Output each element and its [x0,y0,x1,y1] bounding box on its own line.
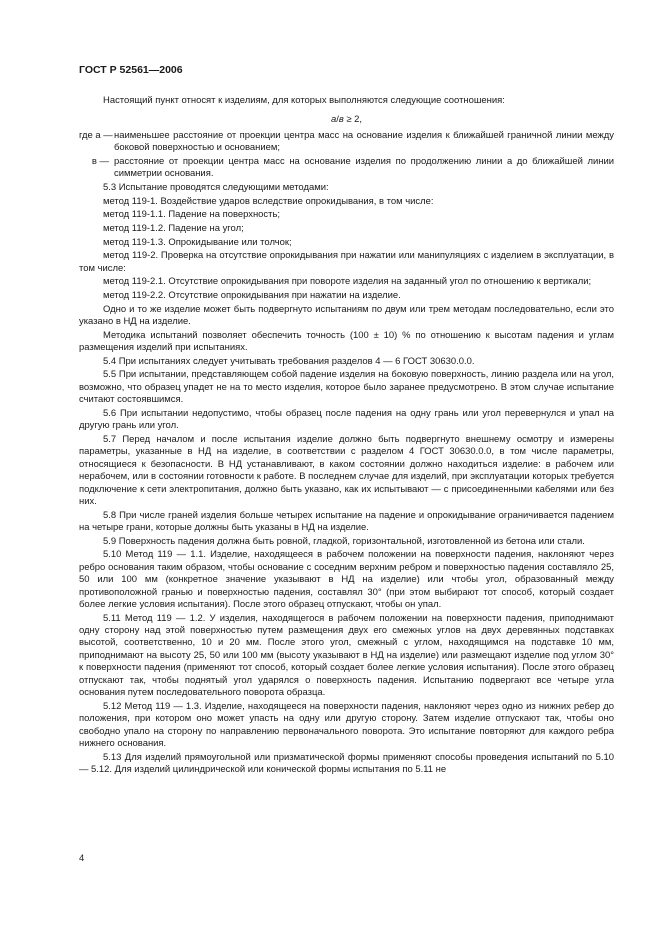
definition-item [79,130,614,155]
body-paragraph: метод 119-1.3. Опрокидывание или толчок; [103,236,292,248]
body-paragraph: 5.6 При испытании недопустимо, чтобы образец после падения на одну грань или угол перевернулся и упал на другую грань или угол. [79,407,614,432]
body-paragraph: метод 119-2. Проверка на отсутствие опрокидывания при нажатии или манипуляциях с изделием в эксплуатации, в том числе: [79,250,614,274]
formula-relation: ≥ 2, [343,114,363,126]
body-paragraph: метод 119-1.2. Падение на угол; [103,222,244,234]
intro-paragraph: Настоящий пункт относят к изделиям, для которых выполняются следующие соотношения: [103,95,505,106]
definition-item [79,156,614,181]
body-paragraph: 5.11 Метод 119 — 1.2. У изделия, находящегося в рабочем положении на поверхности падения, приподнимают одну сторону над этой поверхностью путем размещения двух его смежных углов на двух деревянных подставках высотой, соответственно, 10 и 20 мм. После этого угол, смежный с углом, находящимся на подставке 10 мм, приподнимают на высоту 25, 50 или 100 мм (высоту указывают в НД на изделие) или размещают изделие под углом 30° к поверхности падения (применяют тот способ, который создает более легкие условия испытания). После этого образец отпускают так, чтобы поднятый угол ударялся о поверхность падения. Испытанию подвергают все четыре угла основания путем последовательного поворота образца. [79,612,614,699]
body-paragraph: 5.12 Метод 119 — 1.3. Изделие, находящееся на поверхности падения, наклоняют через одно из нижних ребер до положения, при котором оно может упасть на одну или другую сторону. Затем изделие отпускают так, чтобы оно свободно упало на сторону по направлению первоначального поворота. Это испытание повторяют для каждого ребра нижнего основания. [79,700,614,749]
body-paragraph: 5.10 Метод 119 — 1.1. Изделие, находящееся в рабочем положении на поверхности падения, наклоняют через ребро основания таким образом, чтобы основание с соседним верхним ребром и поверхностью падения составляло 25, 50 или 100 мм (конкретное значение указывают в НД на изделие) или чтобы угол, образованный между противоположной гранью и поверхностью падения, составлял 30° (при этом выбирают тот способ, который создает более легкие условия испытания). После этого образец отпускают, чтобы он упал. [79,549,614,610]
definition-text: расстояние от проекции центра масс на основание изделия по продолжению линии a до ближайшей линии симметрии основания. [114,155,614,180]
body-paragraph: Одно и то же изделие может быть подвергнуто испытаниям по двум или трем методам последовательно, если это указано в НД на изделие. [79,303,614,327]
body-paragraph: Методика испытаний позволяет обеспечить точность (100 ± 10) % по отношению к высотам падения и углам размещения изделий при испытаниях. [79,329,614,354]
body-paragraph: 5.5 При испытании, представляющем собой падение изделия на боковую поверхность, линию раздела или на угол, возможно, что образец упадет не на то место изделия, которое было заранее предусмотрено. В этом случае испытание считают состоявшимся. [79,369,614,406]
body-paragraph: метод 119-2.2. Отсутствие опрокидывания при нажатии на изделие. [103,289,401,301]
definition-text: наименьшее расстояние от проекции центра масс на основание изделия к ближайшей граничной линии между боковой поверхностью и основанием; [114,129,614,154]
document-header: ГОСТ Р 52561—2006 [79,64,183,76]
definition-term: где a — [79,129,113,141]
body-paragraph: метод 119-1.1. Падение на поверхность; [103,209,281,221]
body-paragraph: 5.4 При испытаниях следует учитывать требования разделов 4 — 6 ГОСТ 30630.0.0. [103,355,475,367]
body-paragraph: 5.9 Поверхность падения должна быть ровной, гладкой, горизонтальной, изготовленной из бетона или стали. [103,535,585,547]
body-paragraph: 5.8 При числе граней изделия больше четырех испытание на падение и опрокидывание ограничивается падением на четыре грани, которые должны быть указаны в НД на изделие. [79,509,614,533]
definition-term: в — [91,155,109,167]
body-paragraph: метод 119-1. Воздействие ударов вследствие опрокидывания, в том числе: [103,195,434,207]
body-paragraph: 5.7 Перед началом и после испытания изделие должно быть подвергнуто внешнему осмотру и измерены параметры, указанные в НД на изделие, в соответствии с разделом 4 ГОСТ 30630.0.0, в том числе параметры, относящиеся к безопасности. В НД устанавливают, в каком состоянии должно находиться изделие: в рабочем или нерабочем, или в состоянии готовности к работе. В последнем случае для изделий, при эксплуатации которых требуется подключение к сети электропитания, должно быть указано, как их испытывают — с присоединенными кабелями или без них. [79,433,614,507]
body-paragraph: 5.3 Испытание проводятся следующими методами: [103,181,329,193]
body-paragraph: 5.13 Для изделий прямоугольной или призматической формы применяют способы проведения испытаний по 5.10 — 5.12. Для изделий цилиндрической или конической формы испытания по 5.11 не [79,751,614,775]
page-number: 4 [79,853,85,864]
formula-var-a: a [330,114,337,126]
document-body [79,95,614,778]
formula [79,114,614,126]
formula-slash: / [336,114,339,126]
formula-var-b: в [338,114,344,126]
body-paragraph: метод 119-2.1. Отсутствие опрокидывания при повороте изделия на заданный угол по отношению к вертикали; [103,276,592,288]
